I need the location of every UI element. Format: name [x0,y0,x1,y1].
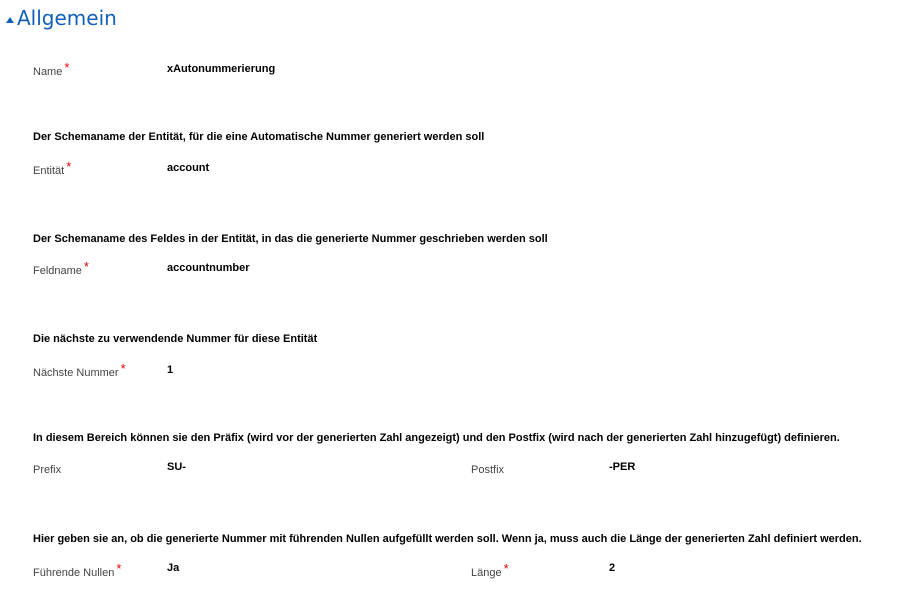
name-field[interactable]: xAutonummerierung [167,63,276,75]
next-number-field[interactable]: 1 [167,364,174,376]
leading-zeros-label: Führende Nullen * [33,561,122,579]
entity-description: Der Schemaname der Entität, für die eine Automatische Nummer generiert werden soll [33,131,485,143]
prefix-postfix-description: In diesem Bereich können sie den Präfix (wird vor der generierten Zahl angezeigt) und den Postfix (wird nach der generierten Zahl hinzugefügt) definieren. [33,432,840,444]
length-label: Länge * [471,561,509,579]
required-asterisk: * [503,561,509,576]
triangle-up-icon[interactable] [6,17,14,23]
section-title: Allgemein [17,6,117,30]
prefix-label: Prefix [33,464,62,476]
fieldname-label: Feldname * [33,259,89,277]
postfix-field[interactable]: -PER [609,461,636,473]
fieldname-description: Der Schemaname des Feldes in der Entität, in das die generierte Nummer geschrieben werden soll [33,233,548,245]
required-asterisk: * [116,561,122,576]
postfix-label: Postfix [471,464,505,476]
next-number-description: Die nächste zu verwendende Nummer für diese Entität [33,333,318,345]
required-asterisk: * [64,60,70,75]
required-asterisk: * [120,361,126,376]
section-header-allgemein[interactable] [6,6,117,30]
next-number-label: Nächste Nummer * [33,361,126,379]
leading-zeros-description: Hier geben sie an, ob die generierte Nummer mit führenden Nullen aufgefüllt werden soll. Wenn ja, muss auch die Länge der generierten Zahl definiert werden. [33,533,862,545]
required-asterisk: * [66,159,72,174]
leading-zeros-field[interactable]: Ja [167,562,180,574]
entity-field[interactable]: account [167,162,210,174]
entity-label: Entität * [33,159,72,177]
required-asterisk: * [83,259,89,274]
name-label: Name * [33,60,70,78]
prefix-field[interactable]: SU- [167,461,186,473]
length-field[interactable]: 2 [609,562,616,574]
fieldname-field[interactable]: accountnumber [167,262,250,274]
